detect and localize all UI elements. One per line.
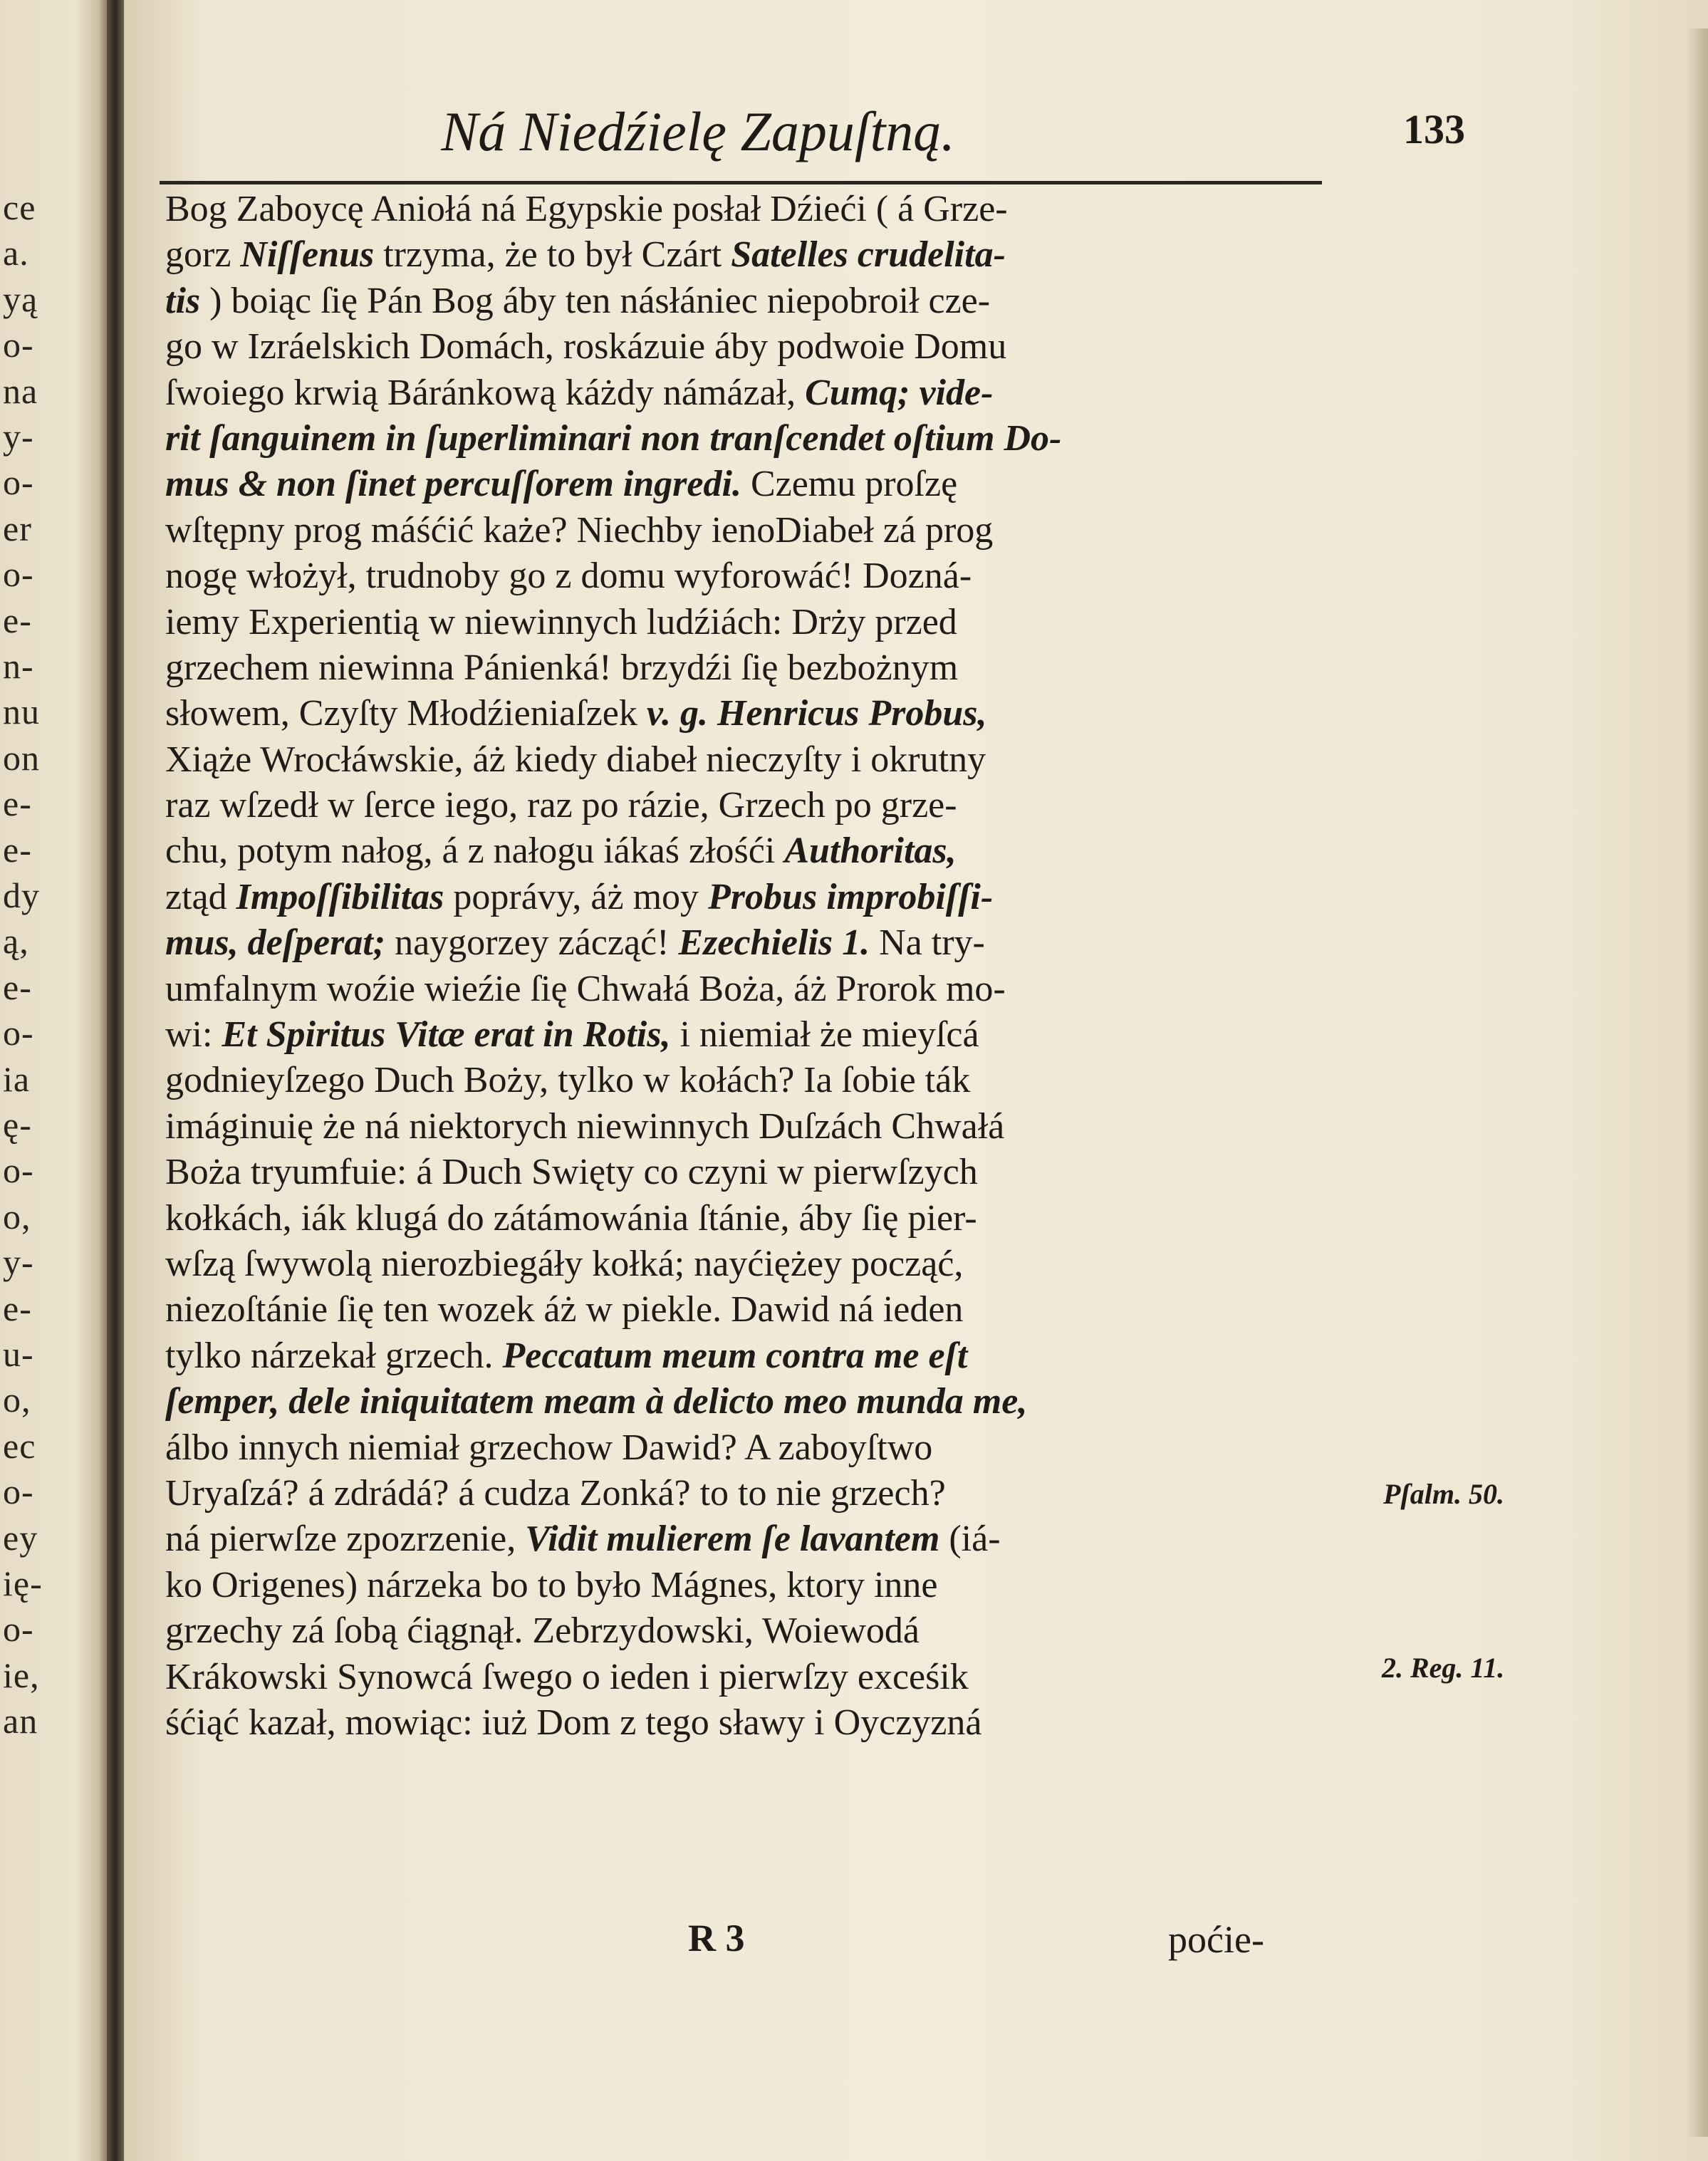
latin-quote: Authoritas,	[784, 830, 957, 872]
page-number: 133	[1403, 106, 1465, 152]
latin-quote: Ezechielis 1.	[678, 922, 870, 964]
text-run: Na try-	[870, 922, 985, 964]
latin-quote: Vidit mulierem ſe lavantem	[525, 1519, 940, 1560]
facing-page-fragment: u-	[3, 1334, 34, 1374]
text-run: grzechy zá ſobą ćiągnął. Zebrzydowski, Woiewodá	[165, 1610, 920, 1652]
facing-page-fragment: an	[3, 1701, 38, 1741]
text-run: ko Origenes) nárzeka bo to było Mágnes, ktory inne	[165, 1564, 938, 1605]
text-line	[165, 1700, 1355, 1746]
text-line	[165, 875, 1355, 920]
text-run: i niemiał że mieyſcá	[670, 1014, 979, 1056]
latin-quote: Satelles crudelita-	[731, 234, 1006, 276]
text-line	[165, 508, 1355, 553]
text-line	[165, 1150, 1355, 1195]
text-run: wi:	[165, 1014, 222, 1056]
text-line	[165, 553, 1355, 599]
text-run: naygorzey zácząć!	[385, 922, 679, 964]
text-run: śćiąć kazał, mowiąc: iuż Dom z tego sławy i Oyczyzná	[165, 1702, 982, 1743]
facing-page-edge	[0, 0, 107, 2161]
facing-page-fragment: o-	[3, 1609, 34, 1650]
text-run: wſzą ſwywolą nierozbiegáły kołká; nayćiężey począć,	[165, 1243, 964, 1284]
text-line	[165, 645, 1355, 691]
facing-page-fragment: ię-	[3, 1563, 43, 1603]
text-line	[165, 1516, 1355, 1562]
text-run: Czemu proſzę	[741, 464, 958, 505]
latin-quote: v. g. Henricus Probus,	[646, 693, 987, 734]
text-line	[165, 600, 1355, 645]
facing-page-fragment: yą	[3, 278, 38, 319]
text-run: ztąd	[165, 876, 236, 917]
text-run: kołkách, iák klugá do zátámowánia ſtánie, áby ſię pier-	[165, 1197, 977, 1239]
latin-quote: Impoſſibilitas	[236, 876, 444, 917]
text-line	[165, 1379, 1355, 1425]
margin-note-reg: 2. Reg. 11.	[1382, 1652, 1505, 1684]
text-line	[165, 737, 1355, 783]
text-line	[165, 1333, 1355, 1379]
text-line	[165, 462, 1355, 507]
text-line	[165, 1196, 1355, 1241]
text-run: álbo innych niemiał grzechow Dawid? A zaboyſtwo	[165, 1427, 933, 1468]
facing-page-fragment: e-	[3, 600, 32, 640]
latin-quote: tis	[165, 280, 201, 321]
text-line	[165, 920, 1355, 966]
facing-page-fragment: on	[3, 737, 40, 778]
text-run: ná pierwſze zpozrzenie,	[165, 1519, 526, 1560]
facing-page-fragment: o,	[3, 1380, 31, 1420]
text-run: wſtępny prog máśćić każe? Niechby ienoDiabeł zá prog	[165, 509, 994, 551]
text-line	[165, 370, 1355, 416]
text-run: raz wſzedł w ſerce iego, raz po rázie, Grzech po grze-	[165, 785, 957, 826]
text-line	[165, 324, 1355, 370]
text-line	[165, 1058, 1355, 1103]
facing-page-fragment: e-	[3, 967, 32, 1007]
text-line	[165, 1563, 1355, 1608]
facing-page-fragment: o-	[3, 554, 34, 595]
latin-quote: Niſſenus	[240, 234, 375, 276]
text-run: go w Izráelskich Domách, roskázuie áby podwoie Domu	[165, 326, 1007, 368]
text-line	[165, 783, 1355, 828]
text-run: trzyma, że to był Czárt	[374, 234, 731, 276]
facing-page-fragment: e-	[3, 829, 32, 870]
facing-page-fragment: ia	[3, 1058, 31, 1099]
text-run: tylko nárzekał grzech.	[165, 1335, 503, 1376]
text-run: niezoſtánie ſię ten wozek áż w piekle. Dawid ná ieden	[165, 1289, 964, 1331]
text-run: Boża tryumfuie: á Duch Swięty co czyni w pierwſzych	[165, 1152, 978, 1193]
text-run: godnieyſzego Duch Boży, tylko w kołách? Ia ſobie ták	[165, 1060, 971, 1101]
facing-page-fragment: o-	[3, 462, 34, 503]
text-run: chu, potym nałog, á z nałogu iákaś złośći	[165, 830, 785, 872]
text-line	[165, 828, 1355, 874]
text-line	[165, 1471, 1355, 1516]
text-run: słowem, Czyſty Młodźieniaſzek	[165, 693, 647, 734]
facing-page-fragment: ec	[3, 1425, 36, 1466]
text-run: Xiąże Wrocłáwskie, áż kiedy diabeł nieczyſty i okrutny	[165, 739, 986, 780]
text-line	[165, 278, 1355, 324]
text-line	[165, 1287, 1355, 1333]
text-line	[165, 1608, 1355, 1654]
facing-page-fragment: o-	[3, 325, 34, 365]
header-rule	[160, 181, 1322, 184]
facing-page-fragment: ie,	[3, 1655, 40, 1695]
text-line	[165, 1425, 1355, 1471]
text-run: grzechem niewinna Pánienká! brzydźi ſię bezbożnym	[165, 647, 959, 688]
facing-page-fragment: o-	[3, 1150, 34, 1191]
page-edge-shadow	[1687, 28, 1708, 2137]
facing-page-fragment: ey	[3, 1517, 38, 1558]
facing-page-fragment: ą,	[3, 921, 29, 962]
facing-page-fragment: o-	[3, 1472, 34, 1512]
facing-page-fragment: ce	[3, 187, 36, 227]
latin-quote: ſemper, dele iniquitatem meam à delicto meo munda me,	[165, 1381, 1028, 1422]
text-run: Bog Zaboycę Aniołá ná Egypskie posłał Dźieći ( á Grze-	[165, 189, 1008, 229]
latin-quote: rit ſanguinem in ſuperliminari non tranſcendet oſtium Do-	[165, 417, 1062, 459]
text-line	[165, 1104, 1355, 1150]
facing-page-fragment: e-	[3, 1288, 32, 1328]
facing-page-fragment: y-	[3, 1242, 34, 1283]
facing-page-fragment: nu	[3, 692, 40, 732]
running-title: Ná Niedźielę Zapuſtną.	[441, 100, 955, 162]
text-line	[165, 1012, 1355, 1058]
facing-page-fragment: e-	[3, 783, 32, 824]
text-run: iemy Experientią w niewinnych ludźiách: Drży przed	[165, 601, 957, 642]
facing-page-fragment: ę-	[3, 1105, 32, 1145]
facing-page-fragment: o,	[3, 1196, 31, 1236]
signature-mark: R 3	[688, 1917, 745, 1959]
body-text	[165, 187, 1355, 1746]
latin-quote: mus & non ſinet percuſſorem ingredi.	[165, 464, 741, 505]
text-run: umfalnym woźie wieźie ſię Chwałá Boża, áż Prorok mo-	[165, 968, 1006, 1009]
latin-quote: Peccatum meum contra me eſt	[502, 1335, 968, 1376]
facing-page-fragment: na	[3, 370, 38, 411]
book-gutter	[107, 0, 124, 2161]
text-line	[165, 232, 1355, 278]
text-run: poprávy, áż moy	[444, 876, 709, 917]
facing-page-fragment: er	[3, 508, 32, 548]
facing-page-fragment: a.	[3, 233, 29, 274]
text-line	[165, 416, 1355, 462]
text-run: ſwoiego krwią Báránkową káżdy námázał,	[165, 372, 806, 413]
catchword: poćie-	[1168, 1918, 1264, 1961]
facing-page-fragment: o-	[3, 1013, 34, 1053]
facing-page-fragment: n-	[3, 646, 34, 686]
latin-quote: Probus improbiſſi-	[708, 876, 994, 917]
text-run: Uryaſzá? á zdrádá? á cudza Zonká? to to nie grzech?	[165, 1472, 946, 1514]
text-line	[165, 1241, 1355, 1287]
text-run: (iá-	[939, 1519, 1001, 1560]
text-line	[165, 187, 1355, 232]
text-line	[165, 691, 1355, 736]
text-line	[165, 1655, 1355, 1700]
latin-quote: mus, deſperat;	[165, 922, 386, 964]
facing-page-fragment: y-	[3, 417, 34, 457]
latin-quote: Et Spiritus Vitæ erat in Rotis,	[222, 1014, 671, 1056]
margin-note-psalm: Pſalm. 50.	[1383, 1478, 1504, 1510]
text-line	[165, 967, 1355, 1012]
latin-quote: Cumq; vide-	[805, 372, 994, 413]
text-run: nogę włożył, trudnoby go z domu wyforowáć! Dozná-	[165, 556, 972, 597]
facing-page-fragment: dy	[3, 875, 40, 915]
text-run: ) boiąc ſię Pán Bog áby ten násłániec niepobroił cze-	[200, 280, 991, 321]
text-run: imáginuię że ná niektorych niewinnych Duſzách Chwałá	[165, 1105, 1005, 1147]
text-run: Krákowski Synowcá ſwego o ieden i pierwſzy exceśik	[165, 1656, 969, 1697]
text-run: gorz	[165, 234, 241, 276]
